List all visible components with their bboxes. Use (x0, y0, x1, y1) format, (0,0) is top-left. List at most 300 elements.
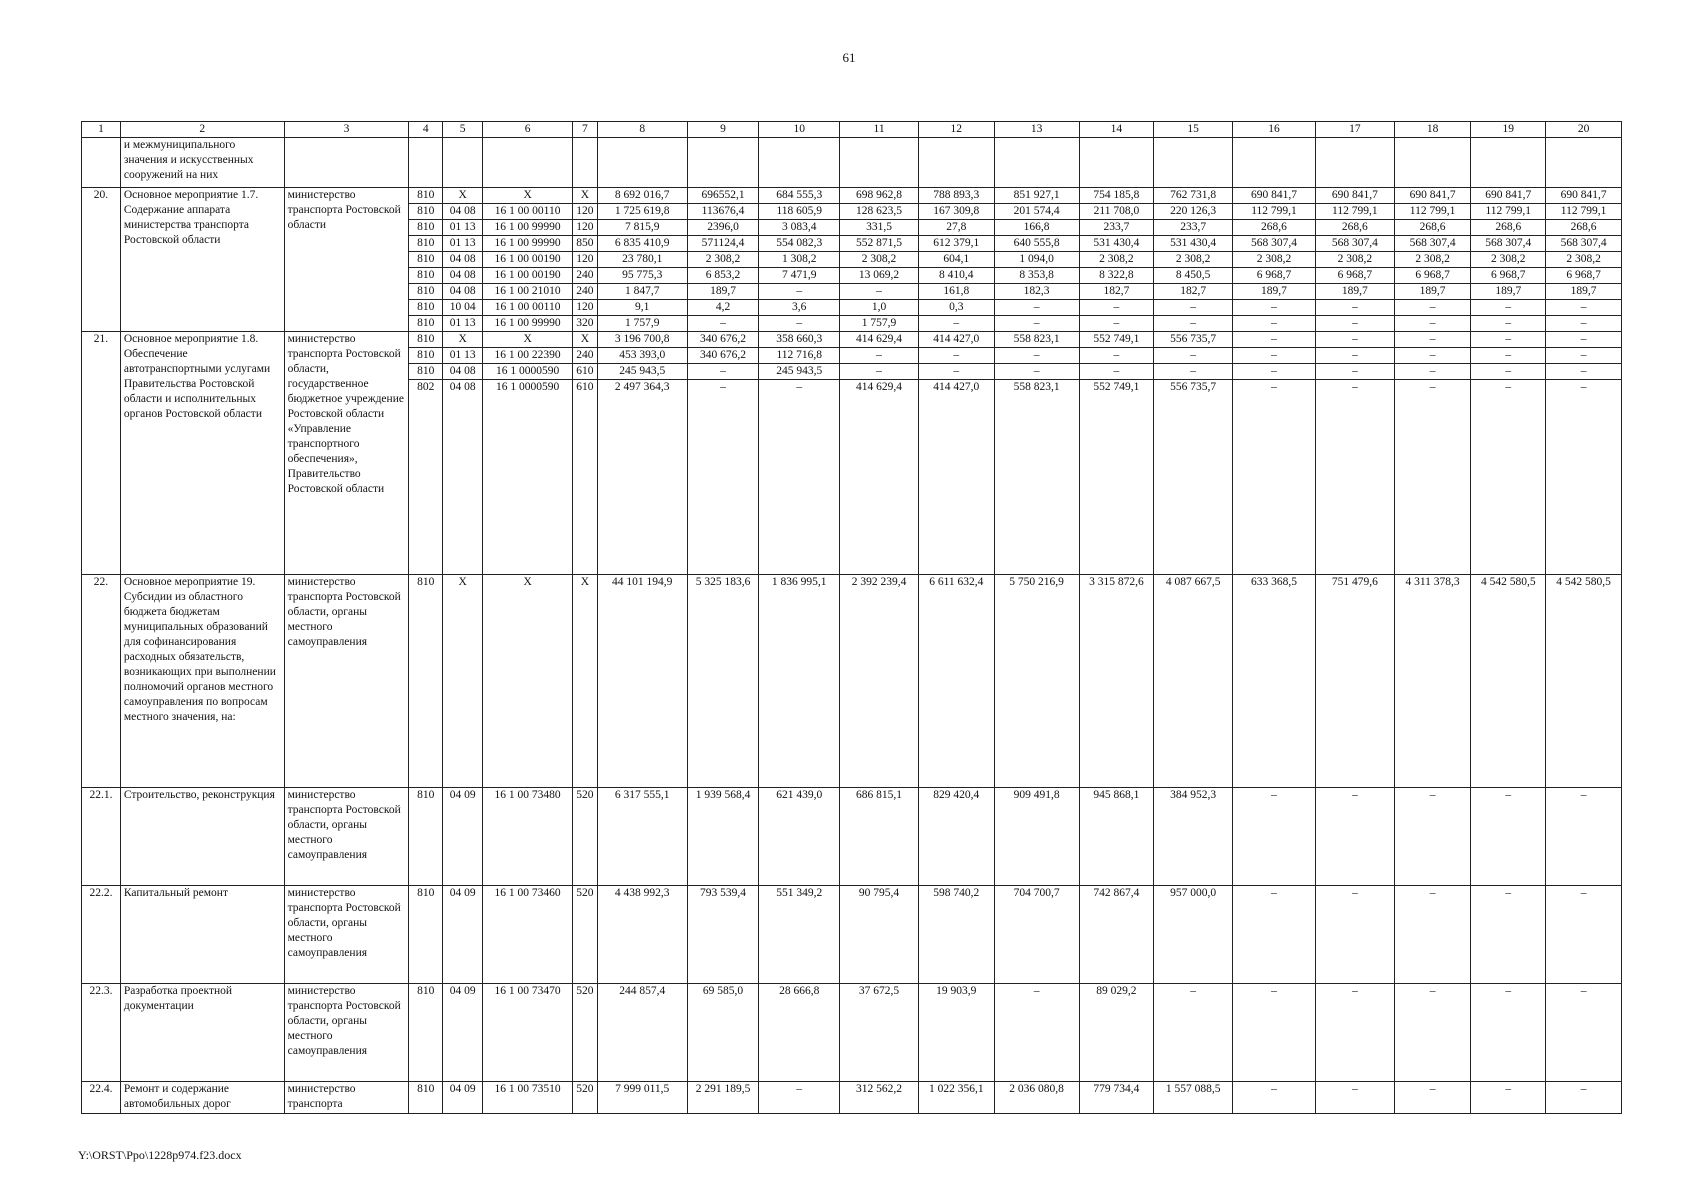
table-cell: министерство транспорта Ростовской области, органы местного самоуправления (284, 984, 409, 1082)
table-cell (409, 138, 443, 188)
table-cell: 22.4. (82, 1082, 121, 1114)
table-cell: – (1394, 348, 1471, 364)
table-cell: 112 799,1 (1315, 204, 1394, 220)
table-cell: 8 410,4 (918, 268, 994, 284)
table-cell: – (1315, 332, 1394, 348)
table-row (82, 332, 1622, 348)
table-cell: 27,8 (918, 220, 994, 236)
table-cell: – (1471, 886, 1546, 984)
table-cell: 1 847,7 (597, 284, 687, 300)
table-body (82, 122, 1622, 1114)
table-cell: 182,7 (1154, 284, 1233, 300)
table-cell: – (687, 364, 759, 380)
table-cell: 2 308,2 (840, 252, 919, 268)
table-cell: 633 368,5 (1233, 575, 1316, 788)
table-cell: 6 853,2 (687, 268, 759, 284)
table-row (82, 575, 1622, 788)
table-cell: 189,7 (1546, 284, 1622, 300)
table-cell: 44 101 194,9 (597, 575, 687, 788)
table-cell: 552 749,1 (1079, 380, 1154, 575)
table-cell: 20. (82, 188, 121, 332)
table-cell: 04 09 (443, 1082, 483, 1114)
column-number: 12 (918, 122, 994, 138)
column-number: 14 (1079, 122, 1154, 138)
table-cell: 9,1 (597, 300, 687, 316)
table-cell: 414 427,0 (918, 380, 994, 575)
table-cell: министерство транспорта Ростовской области, органы местного самоуправления (284, 575, 409, 788)
page-number: 61 (842, 50, 856, 65)
table-cell: – (1471, 364, 1546, 380)
table-cell: – (1546, 886, 1622, 984)
table-cell (1315, 138, 1394, 188)
table-cell: 312 562,2 (840, 1082, 919, 1114)
table-cell: 2 308,2 (1315, 252, 1394, 268)
table-cell: 189,7 (687, 284, 759, 300)
table-cell: 112 799,1 (1546, 204, 1622, 220)
table-cell: 04 09 (443, 886, 483, 984)
table-cell: 220 126,3 (1154, 204, 1233, 220)
column-number: 10 (759, 122, 840, 138)
table-cell: – (1471, 348, 1546, 364)
table-cell: – (759, 380, 840, 575)
table-cell (759, 138, 840, 188)
table-cell: – (918, 316, 994, 332)
table-cell: – (759, 316, 840, 332)
table-cell: – (918, 364, 994, 380)
table-cell (1471, 138, 1546, 188)
table-cell: 4 438 992,3 (597, 886, 687, 984)
table-cell: 414 629,4 (840, 380, 919, 575)
table-cell: Разработка проектной документации (120, 984, 284, 1082)
table-cell: – (1471, 332, 1546, 348)
table-cell: – (1233, 380, 1316, 575)
table-cell (1079, 138, 1154, 188)
table-cell: 37 672,5 (840, 984, 919, 1082)
table-cell: X (573, 188, 598, 204)
table-cell: 414 629,4 (840, 332, 919, 348)
table-cell: – (759, 284, 840, 300)
table-cell: 957 000,0 (1154, 886, 1233, 984)
table-cell (687, 138, 759, 188)
table-row (82, 188, 1622, 204)
table-cell (1154, 138, 1233, 188)
column-number: 2 (120, 122, 284, 138)
table-cell: 810 (409, 984, 443, 1082)
table-cell: 04 08 (443, 204, 483, 220)
table-cell: 182,3 (994, 284, 1079, 300)
table-cell: – (1315, 1082, 1394, 1114)
table-cell: – (1546, 788, 1622, 886)
table-cell: – (1233, 300, 1316, 316)
table-cell: – (1154, 348, 1233, 364)
table-cell: 16 1 00 00190 (483, 268, 573, 284)
table-cell: 5 325 183,6 (687, 575, 759, 788)
table-cell: 810 (409, 188, 443, 204)
table-cell: 414 427,0 (918, 332, 994, 348)
table-cell (1546, 138, 1622, 188)
table-cell: 8 692 016,7 (597, 188, 687, 204)
table-cell: – (1394, 886, 1471, 984)
table-cell: 16 1 00 21010 (483, 284, 573, 300)
table-cell: 340 676,2 (687, 332, 759, 348)
table-cell: X (443, 188, 483, 204)
table-cell (840, 138, 919, 188)
table-cell: – (1394, 380, 1471, 575)
table-cell: – (1315, 984, 1394, 1082)
table-cell: – (1471, 300, 1546, 316)
table-cell: 1 939 568,4 (687, 788, 759, 886)
table-cell: 810 (409, 886, 443, 984)
table-cell: – (1079, 316, 1154, 332)
column-number: 15 (1154, 122, 1233, 138)
table-cell: – (1315, 348, 1394, 364)
table-cell: 01 13 (443, 316, 483, 332)
table-row (82, 1082, 1622, 1114)
table-cell: 16 1 00 73480 (483, 788, 573, 886)
table-cell: 531 430,4 (1079, 236, 1154, 252)
table-cell: 6 968,7 (1394, 268, 1471, 284)
table-cell: – (1394, 332, 1471, 348)
table-cell: 4 087 667,5 (1154, 575, 1233, 788)
table-cell: 7 999 011,5 (597, 1082, 687, 1114)
table-cell: – (1471, 984, 1546, 1082)
table-cell (1394, 138, 1471, 188)
table-cell: 189,7 (1315, 284, 1394, 300)
table-cell: 1 022 356,1 (918, 1082, 994, 1114)
table-cell: 6 968,7 (1233, 268, 1316, 284)
table-cell: 568 307,4 (1394, 236, 1471, 252)
table-cell: – (759, 1082, 840, 1114)
table-cell: 2 392 239,4 (840, 575, 919, 788)
table-cell: 556 735,7 (1154, 380, 1233, 575)
table-cell: 120 (573, 220, 598, 236)
column-number: 20 (1546, 122, 1622, 138)
table-cell: 1 094,0 (994, 252, 1079, 268)
table-cell: 118 605,9 (759, 204, 840, 220)
table-cell: 7 815,9 (597, 220, 687, 236)
table-cell: 16 1 00 73470 (483, 984, 573, 1082)
table-cell: 558 823,1 (994, 332, 1079, 348)
table-cell: – (1546, 332, 1622, 348)
column-number: 7 (573, 122, 598, 138)
table-cell: 1 836 995,1 (759, 575, 840, 788)
column-number: 11 (840, 122, 919, 138)
table-cell: 16 1 00 99990 (483, 236, 573, 252)
table-cell: 2 308,2 (1079, 252, 1154, 268)
table-cell: – (994, 316, 1079, 332)
column-number: 5 (443, 122, 483, 138)
table-cell: 551 349,2 (759, 886, 840, 984)
table-cell: 520 (573, 984, 598, 1082)
table-cell: – (1471, 1082, 1546, 1114)
table-cell: 621 439,0 (759, 788, 840, 886)
table-cell: – (1233, 316, 1316, 332)
table-cell: 268,6 (1471, 220, 1546, 236)
table-cell (918, 138, 994, 188)
table-cell: 945 868,1 (1079, 788, 1154, 886)
table-cell: – (1546, 348, 1622, 364)
table-cell: 851 927,1 (994, 188, 1079, 204)
table-cell: – (840, 284, 919, 300)
table-cell: 112 799,1 (1471, 204, 1546, 220)
table-cell: 2 308,2 (1233, 252, 1316, 268)
table-cell: X (573, 575, 598, 788)
table-cell: 520 (573, 788, 598, 886)
table-cell: 810 (409, 300, 443, 316)
table-cell: X (573, 332, 598, 348)
table-cell: министерство транспорта (284, 1082, 409, 1114)
table-cell: 558 823,1 (994, 380, 1079, 575)
table-cell: – (687, 380, 759, 575)
table-cell: 22. (82, 575, 121, 788)
table-cell: 1 757,9 (597, 316, 687, 332)
column-number: 1 (82, 122, 121, 138)
table-cell: 810 (409, 252, 443, 268)
column-number: 18 (1394, 122, 1471, 138)
table-cell: 802 (409, 380, 443, 575)
table-cell: 6 611 632,4 (918, 575, 994, 788)
table-cell: 4 542 580,5 (1471, 575, 1546, 788)
column-number: 13 (994, 122, 1079, 138)
table-cell: – (1546, 364, 1622, 380)
table-cell: 552 871,5 (840, 236, 919, 252)
table-cell: 568 307,4 (1471, 236, 1546, 252)
table-cell: X (443, 575, 483, 788)
table-cell: 189,7 (1471, 284, 1546, 300)
table-cell: 1 725 619,8 (597, 204, 687, 220)
table-cell: 244 857,4 (597, 984, 687, 1082)
table-cell: 568 307,4 (1315, 236, 1394, 252)
table-cell: 384 952,3 (1154, 788, 1233, 886)
budget-table (81, 121, 1622, 1114)
table-cell: – (1471, 788, 1546, 886)
table-cell: X (443, 332, 483, 348)
table-cell: 268,6 (1546, 220, 1622, 236)
table-cell: 810 (409, 332, 443, 348)
table-cell: X (483, 575, 573, 788)
table-cell: министерство транспорта Ростовской области (284, 188, 409, 332)
table-cell: 22.2. (82, 886, 121, 984)
table-cell: 6 317 555,1 (597, 788, 687, 886)
table-cell: 552 749,1 (1079, 332, 1154, 348)
table-cell: 233,7 (1079, 220, 1154, 236)
table-cell: 22.1. (82, 788, 121, 886)
table-cell: 3 196 700,8 (597, 332, 687, 348)
table-cell: 112 799,1 (1394, 204, 1471, 220)
table-cell: 04 08 (443, 252, 483, 268)
table-cell: 4 311 378,3 (1394, 575, 1471, 788)
table-cell: – (1546, 1082, 1622, 1114)
table-cell: 01 13 (443, 220, 483, 236)
table-cell: 610 (573, 380, 598, 575)
table-cell: 810 (409, 204, 443, 220)
table-cell: 16 1 00 99990 (483, 316, 573, 332)
table-cell: 568 307,4 (1233, 236, 1316, 252)
table-cell: 240 (573, 268, 598, 284)
table-cell: 189,7 (1233, 284, 1316, 300)
table-cell: 16 1 00 99990 (483, 220, 573, 236)
table-cell: 610 (573, 364, 598, 380)
table-cell: 3 315 872,6 (1079, 575, 1154, 788)
table-cell: министерство транспорта Ростовской области, органы местного самоуправления (284, 788, 409, 886)
table-cell: 604,1 (918, 252, 994, 268)
table-cell: 16 1 0000590 (483, 364, 573, 380)
table-cell: Строительство, реконструкция (120, 788, 284, 886)
table-cell: 268,6 (1315, 220, 1394, 236)
table-cell: 268,6 (1394, 220, 1471, 236)
table-cell: 1 308,2 (759, 252, 840, 268)
table-cell (284, 138, 409, 188)
table-cell: Ремонт и содержание автомобильных дорог (120, 1082, 284, 1114)
table-cell: – (1546, 300, 1622, 316)
table-cell: 1 757,9 (840, 316, 919, 332)
table-cell: 556 735,7 (1154, 332, 1233, 348)
table-cell: 751 479,6 (1315, 575, 1394, 788)
table-cell: – (1233, 1082, 1316, 1114)
table-row (82, 138, 1622, 188)
table-cell: – (1394, 1082, 1471, 1114)
table-cell: 696552,1 (687, 188, 759, 204)
table-cell: 358 660,3 (759, 332, 840, 348)
table-cell: 16 1 00 00110 (483, 300, 573, 316)
table-cell: 810 (409, 268, 443, 284)
table-cell: 240 (573, 348, 598, 364)
table-cell: 2 497 364,3 (597, 380, 687, 575)
table-cell: 240 (573, 284, 598, 300)
table-cell: 320 (573, 316, 598, 332)
table-cell (573, 138, 598, 188)
table-cell (443, 138, 483, 188)
table-cell: – (1546, 316, 1622, 332)
table-cell: – (1233, 788, 1316, 886)
table-cell: 8 450,5 (1154, 268, 1233, 284)
table-cell: – (840, 348, 919, 364)
table-cell: 788 893,3 (918, 188, 994, 204)
table-cell: 531 430,4 (1154, 236, 1233, 252)
table-cell: 810 (409, 316, 443, 332)
table-cell: – (1315, 886, 1394, 984)
table-cell (1233, 138, 1316, 188)
table-cell: министерство транспорта Ростовской области, органы местного самоуправления (284, 886, 409, 984)
table-cell: 01 13 (443, 348, 483, 364)
table-cell: 22.3. (82, 984, 121, 1082)
table-cell: 850 (573, 236, 598, 252)
table-cell: – (1546, 380, 1622, 575)
table-cell: 7 471,9 (759, 268, 840, 284)
table-cell: 810 (409, 1082, 443, 1114)
table-cell: – (1394, 364, 1471, 380)
table-cell: 245 943,5 (597, 364, 687, 380)
table-cell: 04 08 (443, 364, 483, 380)
table-row (82, 984, 1622, 1082)
table-cell: 640 555,8 (994, 236, 1079, 252)
table-cell: 520 (573, 886, 598, 984)
table-cell: – (1079, 300, 1154, 316)
table-cell: – (1315, 380, 1394, 575)
table-cell: – (1546, 984, 1622, 1082)
table-cell: 742 867,4 (1079, 886, 1154, 984)
table-cell: – (1154, 364, 1233, 380)
table-cell: 04 09 (443, 788, 483, 886)
table-cell: – (1154, 316, 1233, 332)
table-cell: 520 (573, 1082, 598, 1114)
table-cell: 3 083,4 (759, 220, 840, 236)
table-cell (597, 138, 687, 188)
table-cell: 2396,0 (687, 220, 759, 236)
table-cell: 571124,4 (687, 236, 759, 252)
table-cell: 120 (573, 204, 598, 220)
table-cell: 2 308,2 (1154, 252, 1233, 268)
table-cell: 754 185,8 (1079, 188, 1154, 204)
table-cell: 01 13 (443, 236, 483, 252)
table-cell: – (1394, 300, 1471, 316)
table-cell: – (1233, 364, 1316, 380)
table-cell: 268,6 (1233, 220, 1316, 236)
table-cell: 1,0 (840, 300, 919, 316)
table-cell: 201 574,4 (994, 204, 1079, 220)
table-cell: 810 (409, 575, 443, 788)
table-cell: 2 308,2 (1471, 252, 1546, 268)
table-cell: 10 04 (443, 300, 483, 316)
table-cell: 704 700,7 (994, 886, 1079, 984)
table-cell: 686 815,1 (840, 788, 919, 886)
table-cell: 810 (409, 348, 443, 364)
table-cell: – (1079, 364, 1154, 380)
table-cell: 89 029,2 (1079, 984, 1154, 1082)
table-cell: 13 069,2 (840, 268, 919, 284)
table-cell: – (1394, 788, 1471, 886)
table-cell: 1 557 088,5 (1154, 1082, 1233, 1114)
table-cell: Основное мероприятие 19. Субсидии из областного бюджета бюджетам муниципальных образований для софинансирования расходных обязательств, возникающих при выполнении полномочий органов местного самоуправления по вопросам местного значения, на: (120, 575, 284, 788)
table-cell: 8 353,8 (994, 268, 1079, 284)
table-cell: 779 734,4 (1079, 1082, 1154, 1114)
table-cell: 829 420,4 (918, 788, 994, 886)
table-cell: 568 307,4 (1546, 236, 1622, 252)
table-cell: 245 943,5 (759, 364, 840, 380)
table-cell: 690 841,7 (1233, 188, 1316, 204)
table-cell: 2 308,2 (1546, 252, 1622, 268)
table-cell: 28 666,8 (759, 984, 840, 1082)
table-cell: 331,5 (840, 220, 919, 236)
table-cell: 909 491,8 (994, 788, 1079, 886)
table-cell: 698 962,8 (840, 188, 919, 204)
table-cell: 340 676,2 (687, 348, 759, 364)
table-cell: – (1315, 788, 1394, 886)
table-cell: 5 750 216,9 (994, 575, 1079, 788)
column-number: 8 (597, 122, 687, 138)
column-number: 3 (284, 122, 409, 138)
table-cell: – (1315, 316, 1394, 332)
table-cell: 189,7 (1394, 284, 1471, 300)
table-cell: 6 968,7 (1315, 268, 1394, 284)
table-cell: 2 308,2 (687, 252, 759, 268)
table-cell: 120 (573, 252, 598, 268)
table-cell: – (994, 364, 1079, 380)
table-cell: – (1315, 300, 1394, 316)
table-cell: 16 1 00 00190 (483, 252, 573, 268)
table-cell: – (840, 364, 919, 380)
table-cell: 4,2 (687, 300, 759, 316)
table-cell: 4 542 580,5 (1546, 575, 1622, 788)
table-cell: 690 841,7 (1315, 188, 1394, 204)
table-cell: – (994, 984, 1079, 1082)
table-cell: X (483, 332, 573, 348)
table-cell: – (918, 348, 994, 364)
table-cell: 04 08 (443, 284, 483, 300)
table-cell: 120 (573, 300, 598, 316)
table-cell: 2 036 080,8 (994, 1082, 1079, 1114)
table-cell: 113676,4 (687, 204, 759, 220)
